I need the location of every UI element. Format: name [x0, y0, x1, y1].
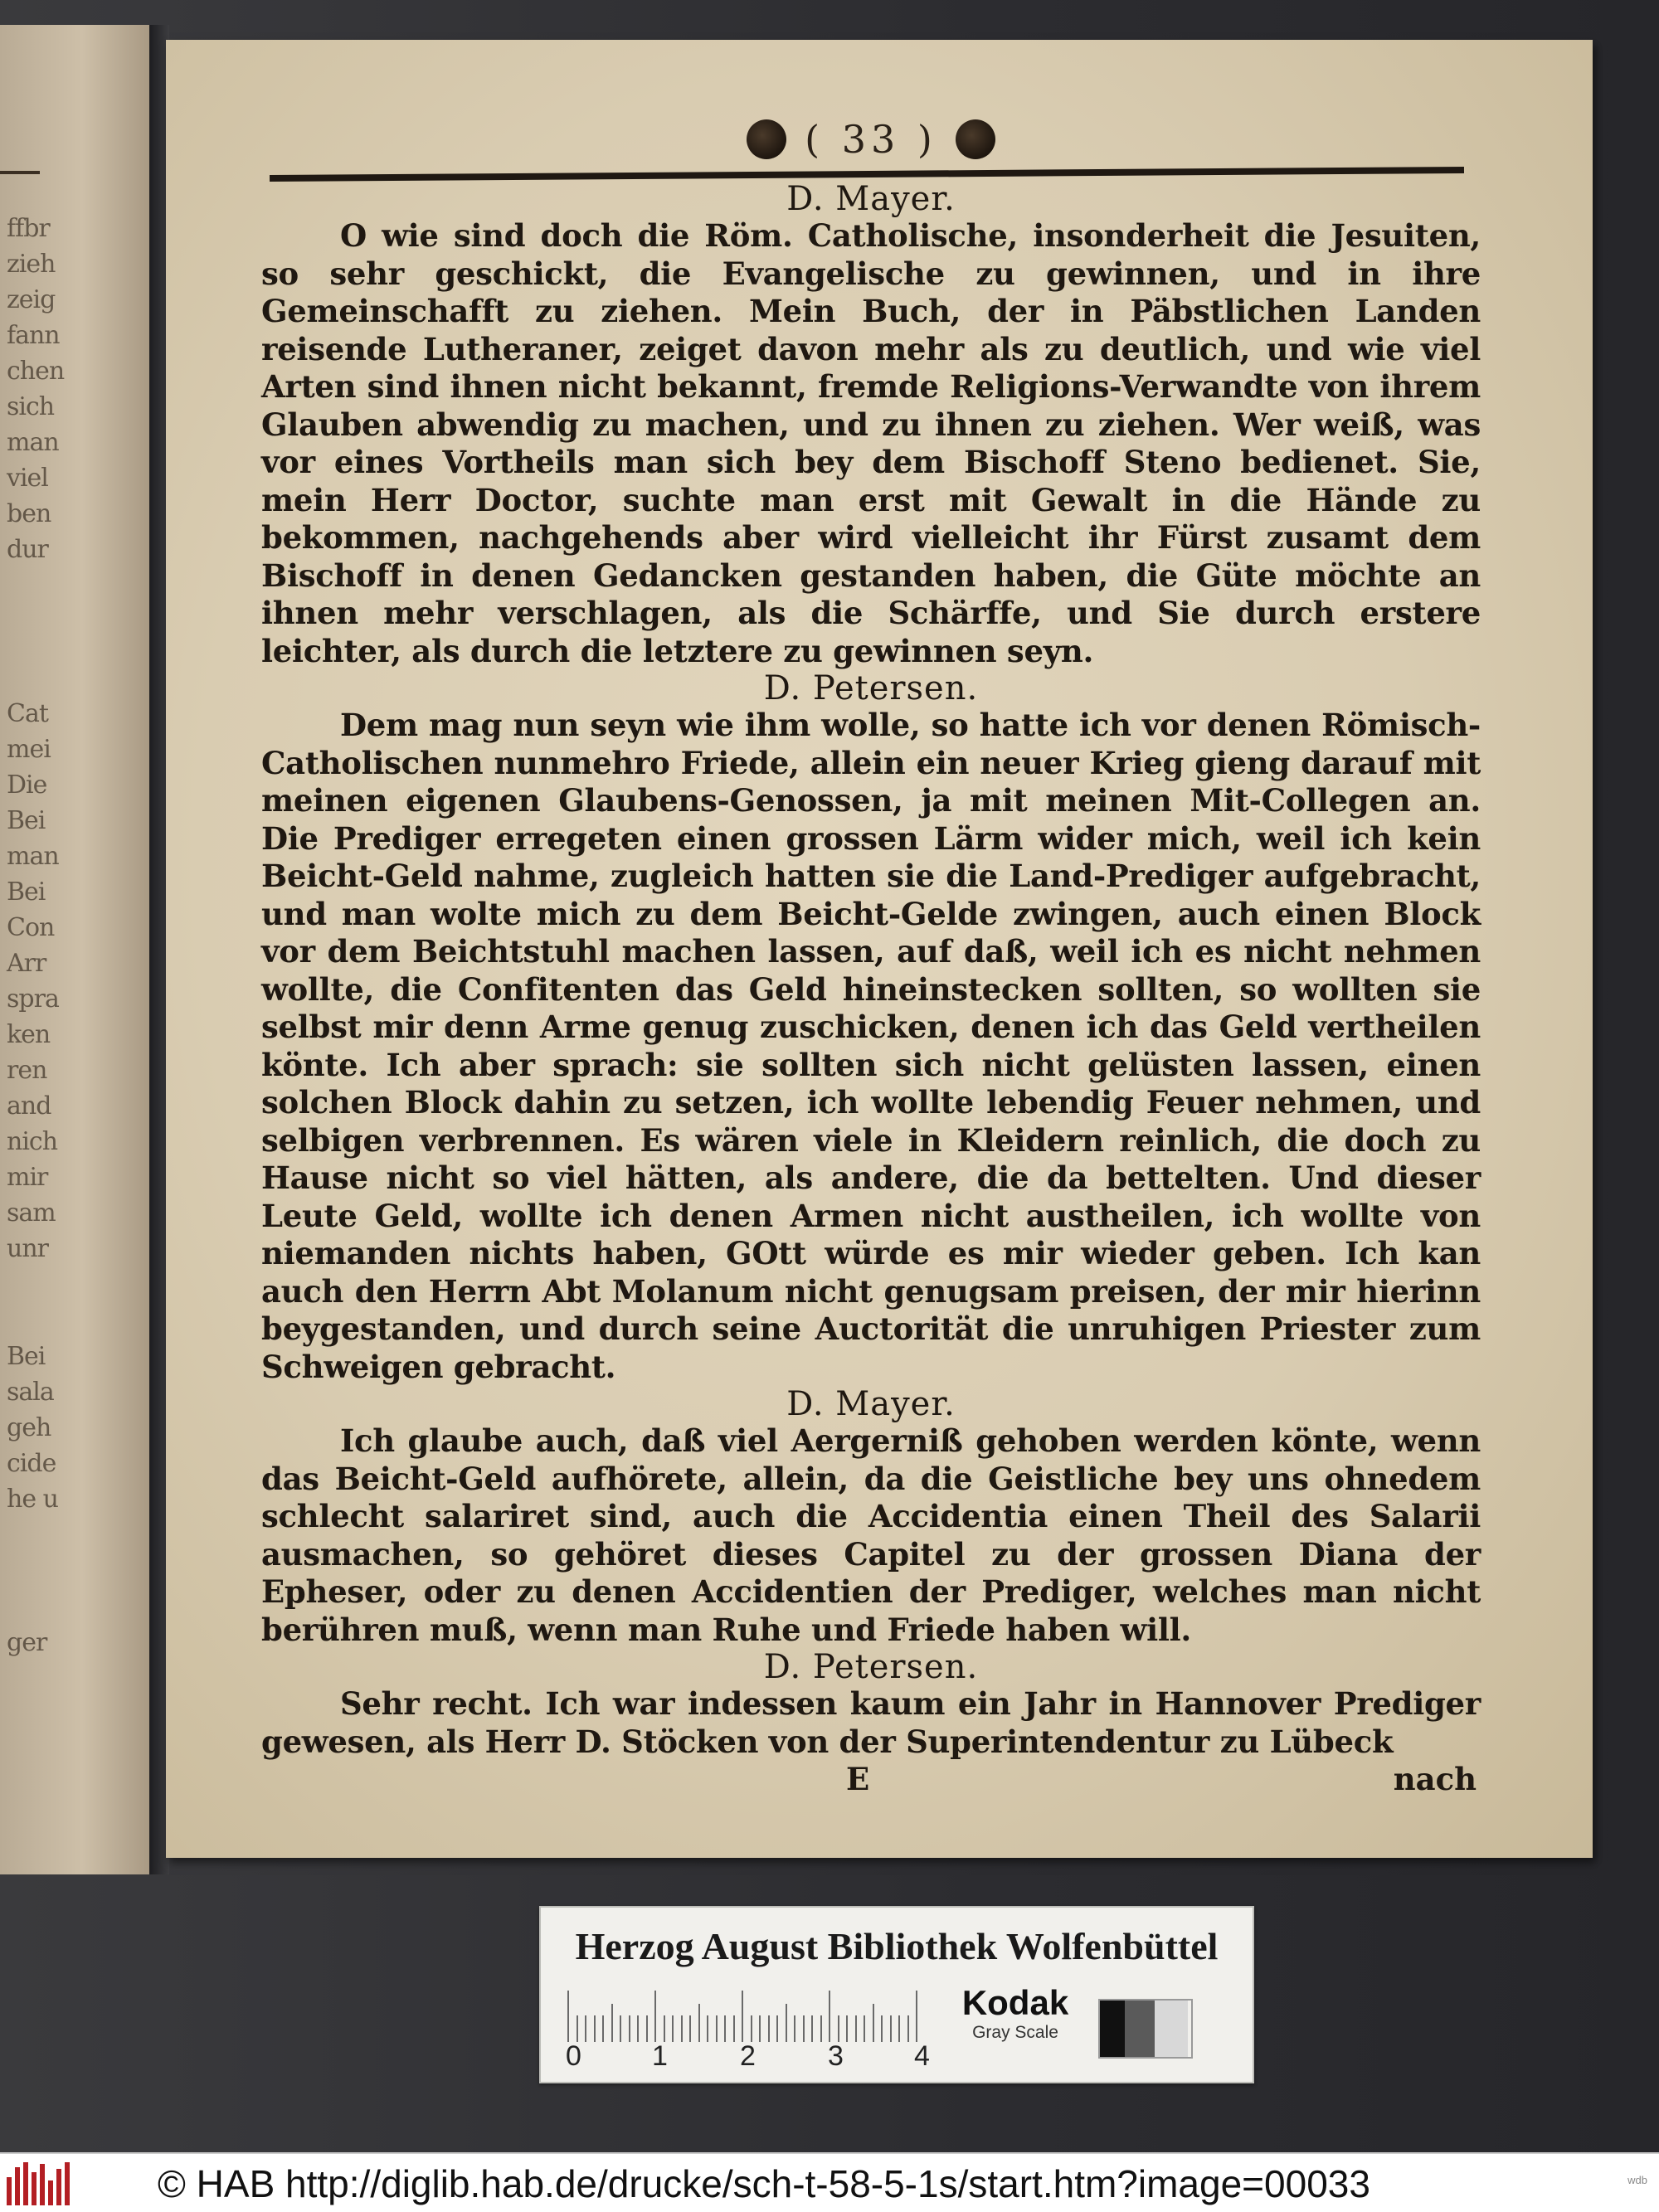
ruler-tick: [864, 2015, 865, 2042]
logo-bar: [23, 2162, 28, 2205]
book-page: [166, 40, 1593, 1858]
catchword: nach: [1393, 1761, 1477, 1797]
previous-page-fragment: Die: [7, 771, 47, 800]
logo-bar: [7, 2177, 12, 2205]
previous-page-fragment: Bei: [7, 1342, 46, 1371]
previous-page-fragment: viel: [7, 464, 48, 493]
ruler-label: 4: [914, 2040, 930, 2072]
previous-page-fragment: dur: [7, 535, 48, 564]
logo-bar: [48, 2180, 53, 2205]
previous-page-fragment: zieh: [7, 250, 56, 279]
page-text: [261, 180, 1481, 1797]
ruler-tick: [768, 2015, 770, 2042]
ruler-tick: [811, 2015, 813, 2042]
previous-page-fragment: sala: [7, 1378, 54, 1407]
ruler-tick: [716, 2015, 718, 2042]
ruler-tick: [629, 2015, 630, 2042]
previous-page-fragment: man: [7, 428, 59, 457]
ruler-tick: [855, 2015, 857, 2042]
previous-page-fragment: ffbr: [7, 214, 50, 243]
ruler-tick: [803, 2015, 805, 2042]
previous-page-fragment: fann: [7, 321, 60, 350]
ruler-tick: [602, 2015, 604, 2042]
gray-scale-swatches: [1098, 1999, 1193, 2059]
speaker-heading: D. Mayer.: [786, 1385, 956, 1423]
ruler-tick: [829, 1991, 830, 2042]
ruler-tick: [881, 2015, 883, 2042]
previous-page-fragment: Bei: [7, 806, 46, 835]
ruler-tick: [820, 2015, 822, 2042]
previous-page-fragment: nich: [7, 1127, 58, 1156]
logo-bar: [56, 2169, 61, 2205]
ruler-tick: [637, 2015, 639, 2042]
ruler-tick: [707, 2015, 708, 2042]
kodak-brand: Kodak: [961, 1983, 1069, 2022]
ruler-tick: [742, 1991, 743, 2042]
previous-page-fragment: Con: [7, 913, 55, 942]
previous-page-fragment: mei: [7, 735, 51, 764]
ruler-tick: [646, 2015, 648, 2042]
hab-logo-icon: [7, 2162, 71, 2205]
ruler-tick: [585, 2015, 586, 2042]
previous-page-fragment: zeig: [7, 285, 56, 314]
color-reference-card: [539, 1906, 1254, 2083]
ruler-tick: [567, 1991, 569, 2042]
ruler-tick: [776, 2015, 778, 2042]
page-header: [680, 106, 1062, 173]
left-ornament-icon: [747, 119, 786, 159]
footer-bar: [0, 2152, 1659, 2212]
ruler-tick: [620, 2015, 621, 2042]
ruler-tick: [890, 2015, 892, 2042]
previous-page-edge: [0, 25, 152, 1874]
previous-page-fragment: and: [7, 1091, 51, 1121]
dialogue-paragraph: Ich glaube auch, daß viel Aergerniß gehoben werden könte, wenn das Beicht-Geld aufhörete, allein, da die Geistliche bey uns ohnedem schlecht salariret sind, auch die Accidentia einen Theil des Salarii ausmachen, so gehöret dieses Capitel zu der grossen Diana der Epheser, oder zu denen Accidentien der Prediger, welches man nicht berühren muß, wenn man Ruhe und Friede haben will.: [261, 1422, 1481, 1648]
ruler-tick: [898, 2015, 900, 2042]
right-ornament-icon: [956, 119, 995, 159]
previous-page-fragment: mir: [7, 1163, 48, 1192]
ruler-label: 0: [566, 2040, 581, 2072]
previous-page-fragment: Bei: [7, 878, 46, 907]
gray-swatch: [1125, 2001, 1155, 2057]
previous-page-fragment: ben: [7, 499, 51, 528]
ruler-tick: [654, 1991, 656, 2042]
logo-bar: [65, 2162, 70, 2205]
ruler-tick: [733, 2015, 735, 2042]
logo-bar: [40, 2164, 45, 2205]
signature-mark: E: [846, 1761, 870, 1797]
previous-page-fragment: cide: [7, 1449, 56, 1478]
speaker-heading: D. Petersen.: [763, 1648, 979, 1686]
ruler-tick: [681, 2015, 683, 2042]
ruler-tick: [611, 2004, 613, 2042]
measurement-ruler: [567, 1984, 932, 2042]
ruler-tick: [664, 2015, 665, 2042]
kodak-subtitle: Gray Scale: [972, 2023, 1058, 2042]
previous-page-fragment: unr: [7, 1234, 48, 1263]
gray-swatch: [1100, 2001, 1125, 2057]
previous-page-fragment: Arr: [7, 949, 46, 978]
copyright-url[interactable]: © HAB http://diglib.hab.de/drucke/sch-t-58-5-1s/start.htm?image=00033: [158, 2162, 1370, 2205]
speaker-heading: D. Petersen.: [763, 669, 979, 707]
kodak-label: [949, 1984, 1082, 2044]
previous-page-fragment: sam: [7, 1198, 56, 1228]
previous-page-fragment: he u: [7, 1485, 58, 1514]
footer-mark: wdb: [1627, 2174, 1647, 2186]
ruler-tick: [698, 2004, 700, 2042]
previous-page-fragment: chen: [7, 357, 65, 386]
ruler-tick: [672, 2015, 674, 2042]
ruler-tick: [846, 2015, 848, 2042]
previous-page-fragment: spra: [7, 984, 59, 1014]
ruler-tick: [907, 2015, 909, 2042]
dialogue-paragraph: Dem mag nun seyn wie ihm wolle, so hatte ich vor denen Römisch-Catholischen nunmehro Friede, allein ein neuer Krieg gieng darauf mit meinen eigenen Glaubens-Genossen, ja mit meinen Mit-Collegen an. Die Prediger erregeten einen grossen Lärm wider mich, weil ich kein Beicht-Geld nahme, zugleich hatten sie die Land-Prediger aufgebracht, und man wolte mich zu dem Beicht-Gelde zwingen, auch einen Block vor dem Beichtstuhl machen lassen, auf daß, weil ich es nicht nehmen wollte, die Confitenten das Geld hineinstecken sollten, so wollten sie selbst mir denn Arme genug zuschicken, denen ich das Geld vertheilen könte. Ich aber sprach: sie sollten sich nicht gelüsten lassen, einen solchen Block dahin zu setzen, ich wollte lebendig Feuer nehmen, und selbigen verbrennen. Es wären viele in Kleidern reinlich, die doch zu Hause nicht so viel hätten, als andere, die da bettelten. Und dieser Leute Geld, wollte ich denen Armen nicht austheilen, ich wollte von niemanden nichts haben, GOtt würde es mir wieder geben. Ich kan auch den Herrn Abt Molanum nicht genugsam preisen, der mir hierinn beygestanden, und durch seine Auctorität die unruhigen Priester zum Schweigen gebracht.: [261, 707, 1481, 1385]
ruler-label: 1: [652, 2040, 668, 2072]
previous-page-fragment: Cat: [7, 699, 48, 728]
page-number: ( 33 ): [805, 117, 937, 162]
gray-swatch: [1155, 2001, 1188, 2057]
ruler-tick: [724, 2015, 726, 2042]
ruler-tick: [577, 2015, 578, 2042]
previous-page-rule: [0, 171, 40, 174]
previous-page-fragment: ger: [7, 1628, 47, 1657]
ruler-label: 3: [828, 2040, 844, 2072]
ruler-tick: [786, 2004, 787, 2042]
previous-page-fragment: sich: [7, 392, 55, 421]
previous-page-fragment: ken: [7, 1020, 51, 1049]
ruler-tick: [759, 2015, 761, 2042]
previous-page-fragment: ren: [7, 1056, 47, 1085]
ruler-tick: [594, 2015, 596, 2042]
speaker-heading: D. Mayer.: [786, 180, 956, 218]
ruler-tick: [751, 2015, 752, 2042]
ruler-label: 2: [740, 2040, 756, 2072]
logo-bar: [32, 2172, 36, 2205]
previous-page-fragment: geh: [7, 1413, 51, 1442]
library-name: Herzog August Bibliothek Wolfenbüttel: [575, 1925, 1219, 1967]
ruler-tick: [689, 2015, 691, 2042]
logo-bar: [15, 2167, 20, 2205]
previous-page-fragment: man: [7, 842, 59, 871]
ruler-labels: [566, 2040, 947, 2077]
page-footer-line: [261, 1761, 1481, 1799]
dialogue-paragraph: Sehr recht. Ich war indessen kaum ein Jahr in Hannover Prediger gewesen, als Herr D. Stöcken von der Superintendentur zu Lübeck: [261, 1685, 1481, 1760]
ruler-tick: [873, 2004, 874, 2042]
ruler-tick: [794, 2015, 795, 2042]
ruler-tick: [838, 2015, 839, 2042]
dialogue-paragraph: O wie sind doch die Röm. Catholische, insonderheit die Jesuiten, so sehr geschickt, die Evangelische zu gewinnen, und in ihre Gemeinschafft zu ziehen. Mein Buch, der in Päbstlichen Landen reisende Lutheraner, zeiget davon mehr als zu deutlich, und wie viel Arten sind ihnen nicht bekannt, fremde Religions-Verwandte von ihrem Glauben abwendig zu machen, und zu ihnen zu ziehen. Wer weiß, was vor eines Vortheils man sich bey dem Bischoff Steno bedienet. Sie, mein Herr Doctor, suchte man erst mit Gewalt in die Hände zu bekommen, nachgehends aber wird vielleicht ihr Fürst zusamt dem Bischoff in denen Gedancken gestanden haben, die Güte möchte an ihnen mehr verschlagen, als die Schärffe, und Sie durch erstere leichter, als durch die letztere zu gewinnen seyn.: [261, 217, 1481, 669]
ruler-tick: [916, 1991, 917, 2042]
